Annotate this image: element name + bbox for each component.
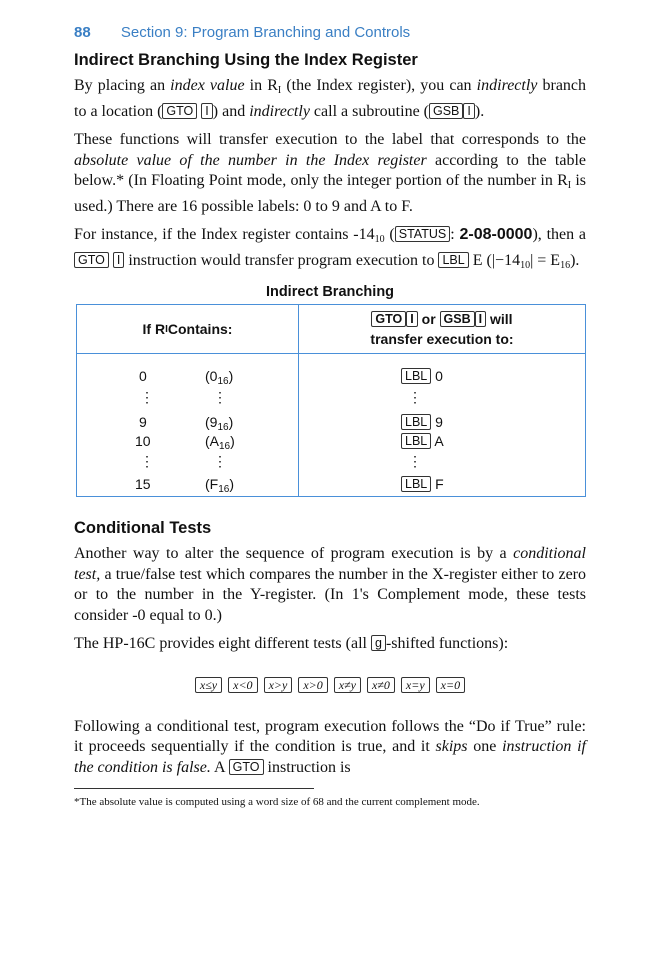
footnote-divider: [74, 788, 314, 789]
status-key: STATUS: [395, 226, 450, 242]
gto-key: GTO: [371, 311, 406, 327]
table-cell-hex: $(A_{16})$: [205, 433, 235, 452]
table-header-row: [77, 305, 585, 354]
ellipsis: ⋮: [140, 453, 154, 469]
i-key: I: [113, 252, 124, 268]
paragraph-eight-tests: The HP-16C provides eight different tests (all g -shifted functions):: [74, 635, 509, 652]
ellipsis: ⋮: [140, 389, 154, 405]
col-ri-values: [77, 354, 299, 496]
lbl-key: LBL: [401, 476, 431, 492]
table-cell-hex: $(0_{16})$: [205, 368, 234, 387]
gsb-key: GSB: [440, 311, 475, 327]
ellipsis: ⋮: [213, 453, 227, 469]
page: [74, 24, 586, 810]
page-number: 88: [74, 24, 91, 41]
test-key-x-eq-0: x=0: [436, 677, 465, 693]
ellipsis: ⋮: [408, 389, 422, 405]
indirect-branching-table: [76, 304, 586, 497]
test-key-x-ne-y: x≠y: [334, 677, 361, 693]
paragraph-transfer-execution: These functions will transfer execution to the label that corresponds to the absolute value of the number in the Index register according to the table below.* (In Floating Point mode, only the integer portion of the number in $R_I$ is used.) There are 16 possible labels: 0 to 9 and A to F.: [74, 131, 587, 215]
running-header: [74, 24, 586, 41]
lbl-key: LBL: [438, 252, 468, 268]
table-cell-dec: 10: [135, 433, 151, 449]
col-header-transfer: GTO I or GSB I will transfer execution to:: [370, 311, 514, 347]
table-cell-dec: 9: [139, 414, 147, 430]
table-cell-label: LBL 0: [401, 368, 443, 384]
table-cell-dec: 15: [135, 476, 151, 492]
lbl-key: LBL: [401, 433, 431, 449]
test-key-x-gt-0: x>0: [298, 677, 327, 693]
col-labels: [299, 354, 585, 496]
paragraph-conditional-intro: Another way to alter the sequence of program execution is by a conditional test, a true/false test which compares the number in the X-register either to zero or to the number in the Y-register. (In 1's Complement mode, these tests consider -0 equal to 0.): [74, 545, 586, 624]
gto-key: GTO: [74, 252, 109, 268]
heading-indirect-branching: Indirect Branching Using the Index Register: [74, 51, 418, 69]
table-cell-label: LBL A: [401, 433, 444, 449]
section-title: Section 9: Program Branching and Controls: [120, 24, 411, 41]
table-cell-hex: $(9_{16})$: [205, 414, 234, 433]
gsb-key: GSB: [429, 103, 463, 119]
col-header-ri-contains: If R I Contains:: [77, 305, 299, 353]
i-key: I: [463, 103, 474, 119]
status-readout: 2-08-0000: [459, 226, 533, 243]
g-shift-key: g: [371, 635, 386, 651]
gto-key: GTO: [162, 103, 197, 119]
i-key: I: [406, 311, 417, 327]
test-key-x-le-y: x≤y: [195, 677, 222, 693]
ellipsis: ⋮: [213, 389, 227, 405]
table-body: [77, 354, 585, 496]
conditional-test-keys: [74, 677, 586, 693]
paragraph-index-value: By placing an index value in $R_I$ (the Index register), you can indirectly branch to a location ( GTO I ) and indirectly call a subroutine ( GSB I ).: [74, 77, 587, 120]
i-key: I: [475, 311, 486, 327]
heading-conditional-tests: Conditional Tests: [74, 519, 212, 537]
table-cell-label: LBL 9: [401, 414, 443, 430]
table-cell-dec: 0: [139, 368, 147, 384]
paragraph-do-if-true: Following a conditional test, program execution follows the “Do if True” rule: it proceeds sequentially if the condition is true, and it skips one instruction if the condition is false. A GTO instruction is: [74, 717, 587, 776]
test-key-x-gt-y: x>y: [264, 677, 293, 693]
test-key-x-eq-y: x=y: [401, 677, 430, 693]
table-title: Indirect Branching: [265, 284, 395, 300]
lbl-key: LBL: [401, 414, 431, 430]
gto-key: GTO: [229, 759, 264, 775]
lbl-key: LBL: [401, 368, 431, 384]
test-key-x-ne-0: x≠0: [367, 677, 395, 693]
ellipsis: ⋮: [408, 453, 422, 469]
footnote: *The absolute value is computed using a word size of 68 and the current complement mode.: [74, 796, 480, 808]
i-key: I: [201, 103, 212, 119]
table-cell-hex: $(F_{16})$: [205, 476, 235, 495]
table-cell-label: LBL F: [401, 476, 444, 492]
test-key-x-lt-0: x<0: [228, 677, 257, 693]
paragraph-example: For instance, if the Index register contains $-14_{10}$ ( STATUS : 2-08-0000), then a GTO I instruction would transfer program execution to LBL E $(|-14_{10}| = E_{16})$.: [74, 226, 587, 271]
